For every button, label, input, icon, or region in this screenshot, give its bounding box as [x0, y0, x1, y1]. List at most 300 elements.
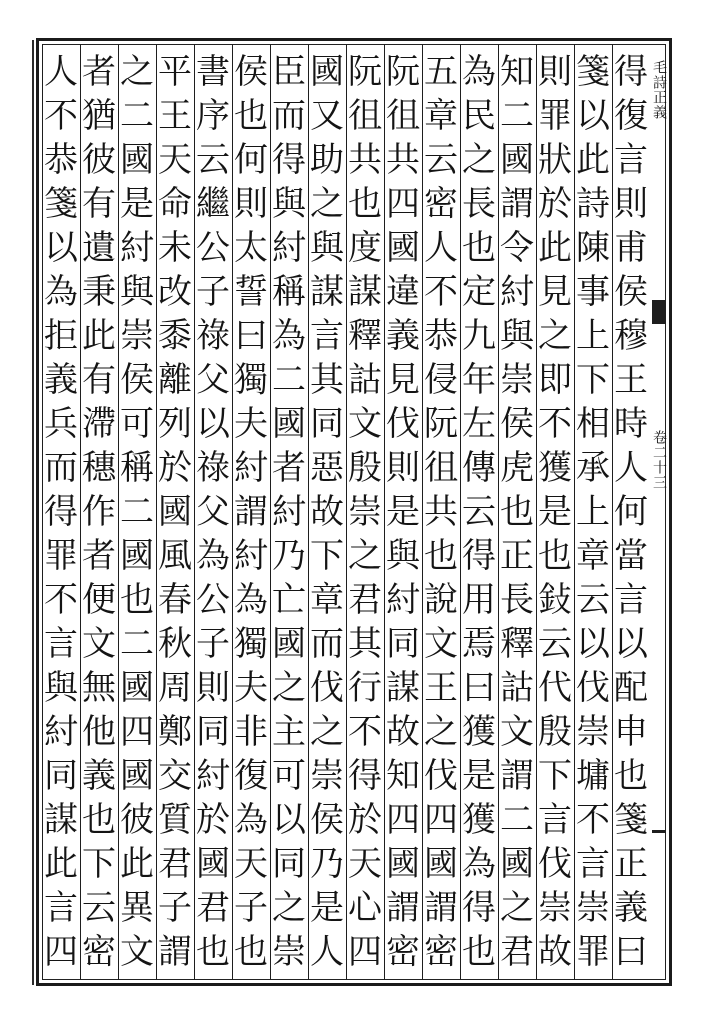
- text-character: 獲: [462, 712, 496, 752]
- text-character: 惡: [310, 448, 344, 488]
- text-column: [115, 50, 159, 974]
- text-character: 與: [44, 668, 78, 708]
- text-character: 恭: [424, 316, 458, 356]
- text-character: 義: [82, 756, 116, 796]
- text-character: 國: [386, 228, 420, 268]
- text-character: 夫: [234, 668, 268, 708]
- text-character: 得: [44, 492, 78, 532]
- text-character: 國: [120, 668, 154, 708]
- text-character: 君: [500, 932, 534, 972]
- text-character: 侯: [614, 272, 648, 312]
- text-column: [229, 50, 273, 974]
- text-character: 二: [120, 492, 154, 532]
- text-character: 崇: [538, 888, 572, 928]
- text-character: 命: [158, 184, 192, 224]
- text-character: 甫: [614, 228, 648, 268]
- text-character: 列: [158, 404, 192, 444]
- text-character: 是: [462, 756, 496, 796]
- text-column: [571, 50, 615, 974]
- text-character: 箋: [614, 800, 648, 840]
- text-character: 箋: [44, 184, 78, 224]
- text-character: 其: [348, 624, 382, 664]
- text-character: 而: [272, 96, 306, 136]
- margin-rule: [652, 830, 666, 833]
- text-character: 用: [462, 580, 496, 620]
- text-character: 改: [158, 272, 192, 312]
- text-character: 人: [44, 52, 78, 92]
- text-character: 民: [462, 96, 496, 136]
- text-column: [533, 50, 577, 974]
- text-character: 也: [234, 96, 268, 136]
- text-character: 人: [614, 448, 648, 488]
- text-character: 臣: [272, 52, 306, 92]
- text-character: 事: [576, 272, 610, 312]
- text-character: 心: [348, 888, 382, 928]
- text-character: 君: [158, 844, 192, 884]
- text-character: 故: [386, 712, 420, 752]
- text-column: [381, 50, 425, 974]
- text-character: 見: [538, 272, 572, 312]
- text-character: 共: [424, 492, 458, 532]
- text-character: 二: [120, 96, 154, 136]
- text-character: 此: [82, 316, 116, 356]
- text-character: 子: [196, 624, 230, 664]
- text-character: 之: [424, 712, 458, 752]
- text-character: 申: [614, 712, 648, 752]
- text-character: 罪: [44, 536, 78, 576]
- text-character: 崇: [500, 360, 534, 400]
- text-character: 二: [272, 360, 306, 400]
- text-character: 陳: [576, 228, 610, 268]
- text-character: 王: [424, 668, 458, 708]
- text-character: 謀: [310, 272, 344, 312]
- text-character: 國: [120, 140, 154, 180]
- text-character: 兵: [44, 404, 78, 444]
- text-character: 狀: [538, 140, 572, 180]
- text-column: [343, 50, 387, 974]
- text-character: 穗: [82, 448, 116, 488]
- text-character: 侯: [500, 404, 534, 444]
- text-character: 王: [614, 360, 648, 400]
- text-character: 詁: [500, 668, 534, 708]
- text-character: 阮: [424, 404, 458, 444]
- text-character: 長: [500, 580, 534, 620]
- text-character: 為: [196, 536, 230, 576]
- text-character: 阮: [386, 52, 420, 92]
- text-character: 以: [44, 228, 78, 268]
- text-character: 也: [462, 932, 496, 972]
- text-character: 序: [196, 96, 230, 136]
- text-character: 得: [614, 52, 648, 92]
- text-character: 則: [386, 448, 420, 488]
- text-character: 罪: [576, 932, 610, 972]
- text-character: 祿: [196, 316, 230, 356]
- text-character: 國: [196, 844, 230, 884]
- text-character: 言: [614, 140, 648, 180]
- text-character: 謂: [500, 756, 534, 796]
- text-character: 太: [234, 228, 268, 268]
- text-character: 下: [82, 844, 116, 884]
- text-character: 彼: [120, 800, 154, 840]
- text-character: 穆: [614, 316, 648, 356]
- text-character: 彼: [82, 140, 116, 180]
- text-character: 不: [348, 712, 382, 752]
- text-character: 無: [82, 668, 116, 708]
- text-character: 云: [196, 140, 230, 180]
- text-character: 墉: [576, 756, 610, 796]
- text-character: 而: [310, 624, 344, 664]
- text-character: 侯: [310, 800, 344, 840]
- text-character: 時: [614, 404, 648, 444]
- text-character: 鈙: [538, 580, 572, 620]
- text-character: 伐: [424, 756, 458, 796]
- text-character: 徂: [386, 96, 420, 136]
- text-character: 為: [462, 844, 496, 884]
- text-character: 秉: [82, 272, 116, 312]
- text-character: 公: [196, 228, 230, 268]
- text-character: 殷: [538, 712, 572, 752]
- text-character: 稱: [120, 448, 154, 488]
- text-character: 相: [576, 404, 610, 444]
- text-character: 於: [158, 448, 192, 488]
- text-character: 章: [576, 536, 610, 576]
- text-character: 於: [196, 800, 230, 840]
- text-character: 紂: [386, 580, 420, 620]
- text-character: 是: [310, 888, 344, 928]
- text-character: 言: [44, 888, 78, 928]
- text-character: 則: [538, 52, 572, 92]
- text-character: 也: [424, 536, 458, 576]
- text-character: 有: [82, 360, 116, 400]
- text-character: 正: [614, 844, 648, 884]
- text-character: 年: [462, 360, 496, 400]
- text-character: 獨: [234, 624, 268, 664]
- text-character: 與: [310, 228, 344, 268]
- text-character: 乃: [272, 536, 306, 576]
- text-character: 國: [272, 404, 306, 444]
- text-character: 國: [272, 624, 306, 664]
- text-character: 詁: [348, 360, 382, 400]
- text-character: 此: [44, 844, 78, 884]
- text-character: 崇: [120, 316, 154, 356]
- text-character: 同: [386, 624, 420, 664]
- text-character: 知: [386, 756, 420, 796]
- text-character: 見: [386, 360, 420, 400]
- text-character: 夫: [234, 404, 268, 444]
- text-character: 子: [196, 272, 230, 312]
- text-character: 離: [158, 360, 192, 400]
- text-character: 是: [386, 492, 420, 532]
- text-character: 即: [538, 360, 572, 400]
- text-character: 也: [348, 184, 382, 224]
- text-character: 者: [272, 448, 306, 488]
- text-character: 言: [44, 624, 78, 664]
- text-character: 同: [310, 404, 344, 444]
- text-character: 下: [576, 360, 610, 400]
- text-character: 文: [120, 932, 154, 972]
- text-character: 是: [120, 184, 154, 224]
- text-character: 而: [44, 448, 78, 488]
- text-character: 異: [120, 888, 154, 928]
- text-character: 也: [234, 932, 268, 972]
- text-character: 密: [424, 932, 458, 972]
- text-character: 云: [462, 492, 496, 532]
- text-character: 行: [348, 668, 382, 708]
- text-character: 誓: [234, 272, 268, 312]
- text-character: 密: [386, 932, 420, 972]
- text-character: 徂: [348, 96, 382, 136]
- text-character: 與: [500, 316, 534, 356]
- text-character: 也: [538, 536, 572, 576]
- text-character: 獲: [538, 448, 572, 488]
- text-character: 二: [500, 800, 534, 840]
- text-character: 可: [120, 404, 154, 444]
- text-character: 者: [82, 536, 116, 576]
- text-character: 言: [576, 844, 610, 884]
- text-character: 祿: [196, 448, 230, 488]
- text-character: 其: [310, 360, 344, 400]
- text-character: 君: [196, 888, 230, 928]
- text-character: 義: [386, 316, 420, 356]
- text-character: 承: [576, 448, 610, 488]
- text-character: 焉: [462, 624, 496, 664]
- text-character: 伐: [310, 668, 344, 708]
- text-character: 之: [120, 52, 154, 92]
- text-character: 秋: [158, 624, 192, 664]
- text-character: 紂: [234, 448, 268, 488]
- text-character: 平: [158, 52, 192, 92]
- text-character: 天: [348, 844, 382, 884]
- text-character: 以: [576, 624, 610, 664]
- text-character: 乃: [310, 844, 344, 884]
- text-character: 為: [234, 800, 268, 840]
- text-character: 言: [538, 800, 572, 840]
- text-character: 於: [348, 800, 382, 840]
- text-character: 義: [614, 888, 648, 928]
- text-character: 紂: [272, 228, 306, 268]
- text-character: 云: [82, 888, 116, 928]
- text-character: 四: [348, 932, 382, 972]
- text-character: 之: [348, 536, 382, 576]
- text-character: 故: [538, 932, 572, 972]
- text-character: 同: [196, 712, 230, 752]
- text-character: 故: [310, 492, 344, 532]
- text-character: 國: [386, 844, 420, 884]
- text-character: 猶: [82, 96, 116, 136]
- text-character: 主: [272, 712, 306, 752]
- text-character: 得: [462, 536, 496, 576]
- margin-title: 毛詩正義: [651, 60, 667, 120]
- text-character: 紂: [272, 492, 306, 532]
- text-character: 也: [82, 800, 116, 840]
- text-character: 正: [500, 536, 534, 576]
- text-character: 之: [310, 184, 344, 224]
- text-character: 文: [348, 404, 382, 444]
- text-character: 同: [272, 844, 306, 884]
- text-character: 謂: [386, 888, 420, 928]
- text-character: 四: [44, 932, 78, 972]
- text-character: 助: [310, 140, 344, 180]
- text-character: 紂: [196, 756, 230, 796]
- text-character: 四: [386, 184, 420, 224]
- text-character: 則: [614, 184, 648, 224]
- text-character: 不: [44, 580, 78, 620]
- text-character: 於: [538, 184, 572, 224]
- text-character: 此: [576, 140, 610, 180]
- text-character: 父: [196, 360, 230, 400]
- book-edge: [12, 40, 34, 985]
- text-character: 謂: [500, 184, 534, 224]
- text-character: 復: [234, 756, 268, 796]
- text-character: 周: [158, 668, 192, 708]
- text-character: 以: [196, 404, 230, 444]
- text-character: 二: [120, 624, 154, 664]
- text-character: 侯: [120, 360, 154, 400]
- text-character: 亡: [272, 580, 306, 620]
- text-character: 五: [424, 52, 458, 92]
- text-character: 交: [158, 756, 192, 796]
- text-character: 謂: [158, 932, 192, 972]
- text-character: 鄭: [158, 712, 192, 752]
- text-character: 下: [310, 536, 344, 576]
- text-column: [153, 50, 197, 974]
- text-character: 與: [120, 272, 154, 312]
- text-character: 罪: [538, 96, 572, 136]
- text-character: 崇: [310, 756, 344, 796]
- text-character: 稱: [272, 272, 306, 312]
- text-character: 滯: [82, 404, 116, 444]
- text-character: 之: [462, 140, 496, 180]
- text-column: [495, 50, 539, 974]
- text-character: 獨: [234, 360, 268, 400]
- text-character: 侵: [424, 360, 458, 400]
- text-character: 國: [424, 844, 458, 884]
- text-character: 代: [538, 668, 572, 708]
- text-character: 虎: [500, 448, 534, 488]
- text-character: 紂: [500, 272, 534, 312]
- text-character: 令: [500, 228, 534, 268]
- text-character: 四: [424, 800, 458, 840]
- text-character: 侯: [234, 52, 268, 92]
- text-character: 國: [120, 536, 154, 576]
- text-character: 上: [576, 492, 610, 532]
- text-character: 復: [614, 96, 648, 136]
- text-character: 云: [576, 580, 610, 620]
- text-character: 天: [158, 140, 192, 180]
- fishtail-mark: [652, 300, 666, 324]
- text-character: 君: [348, 580, 382, 620]
- text-character: 長: [462, 184, 496, 224]
- margin-juan-label: 卷二十三: [651, 430, 667, 490]
- text-character: 釋: [348, 316, 382, 356]
- text-character: 不: [576, 800, 610, 840]
- text-character: 得: [348, 756, 382, 796]
- text-column: [609, 50, 653, 974]
- text-character: 謀: [386, 668, 420, 708]
- text-character: 度: [348, 228, 382, 268]
- text-character: 不: [538, 404, 572, 444]
- text-character: 何: [234, 140, 268, 180]
- text-character: 之: [310, 712, 344, 752]
- text-character: 為: [234, 580, 268, 620]
- text-character: 國: [310, 52, 344, 92]
- text-character: 天: [234, 844, 268, 884]
- text-character: 章: [424, 96, 458, 136]
- text-character: 國: [120, 756, 154, 796]
- text-character: 伐: [386, 404, 420, 444]
- text-character: 謀: [44, 800, 78, 840]
- text-column: [77, 50, 121, 974]
- text-column: [305, 50, 349, 974]
- text-character: 國: [500, 140, 534, 180]
- text-character: 何: [614, 492, 648, 532]
- text-character: 也: [500, 492, 534, 532]
- text-character: 以: [614, 624, 648, 664]
- text-character: 傳: [462, 448, 496, 488]
- text-character: 紂: [44, 712, 78, 752]
- text-character: 言: [310, 316, 344, 356]
- text-character: 曰: [234, 316, 268, 356]
- text-column: [191, 50, 235, 974]
- text-character: 作: [82, 492, 116, 532]
- text-character: 子: [158, 888, 192, 928]
- text-character: 也: [614, 756, 648, 796]
- text-character: 不: [44, 96, 78, 136]
- text-character: 文: [424, 624, 458, 664]
- text-character: 獲: [462, 800, 496, 840]
- text-character: 是: [538, 492, 572, 532]
- text-character: 之: [500, 888, 534, 928]
- text-character: 書: [196, 52, 230, 92]
- text-character: 子: [234, 888, 268, 928]
- text-character: 共: [386, 140, 420, 180]
- text-column: [267, 50, 311, 974]
- text-character: 紂: [234, 536, 268, 576]
- text-character: 定: [462, 272, 496, 312]
- text-character: 遺: [82, 228, 116, 268]
- text-character: 章: [310, 580, 344, 620]
- text-character: 為: [272, 316, 306, 356]
- text-character: 國: [500, 844, 534, 884]
- text-character: 者: [82, 52, 116, 92]
- text-character: 密: [424, 184, 458, 224]
- text-character: 也: [120, 580, 154, 620]
- text-character: 黍: [158, 316, 192, 356]
- text-character: 得: [272, 140, 306, 180]
- text-character: 公: [196, 580, 230, 620]
- text-character: 配: [614, 668, 648, 708]
- text-character: 左: [462, 404, 496, 444]
- text-character: 同: [44, 756, 78, 796]
- text-character: 殷: [348, 448, 382, 488]
- text-character: 繼: [196, 184, 230, 224]
- text-character: 崇: [272, 932, 306, 972]
- text-character: 父: [196, 492, 230, 532]
- text-character: 可: [272, 756, 306, 796]
- text-character: 二: [500, 96, 534, 136]
- text-character: 四: [120, 712, 154, 752]
- text-character: 王: [158, 96, 192, 136]
- text-character: 說: [424, 580, 458, 620]
- text-character: 云: [538, 624, 572, 664]
- text-character: 則: [196, 668, 230, 708]
- text-character: 謀: [348, 272, 382, 312]
- text-character: 義: [44, 360, 78, 400]
- text-character: 崇: [576, 712, 610, 752]
- text-character: 人: [424, 228, 458, 268]
- text-character: 以: [272, 800, 306, 840]
- text-character: 之: [272, 888, 306, 928]
